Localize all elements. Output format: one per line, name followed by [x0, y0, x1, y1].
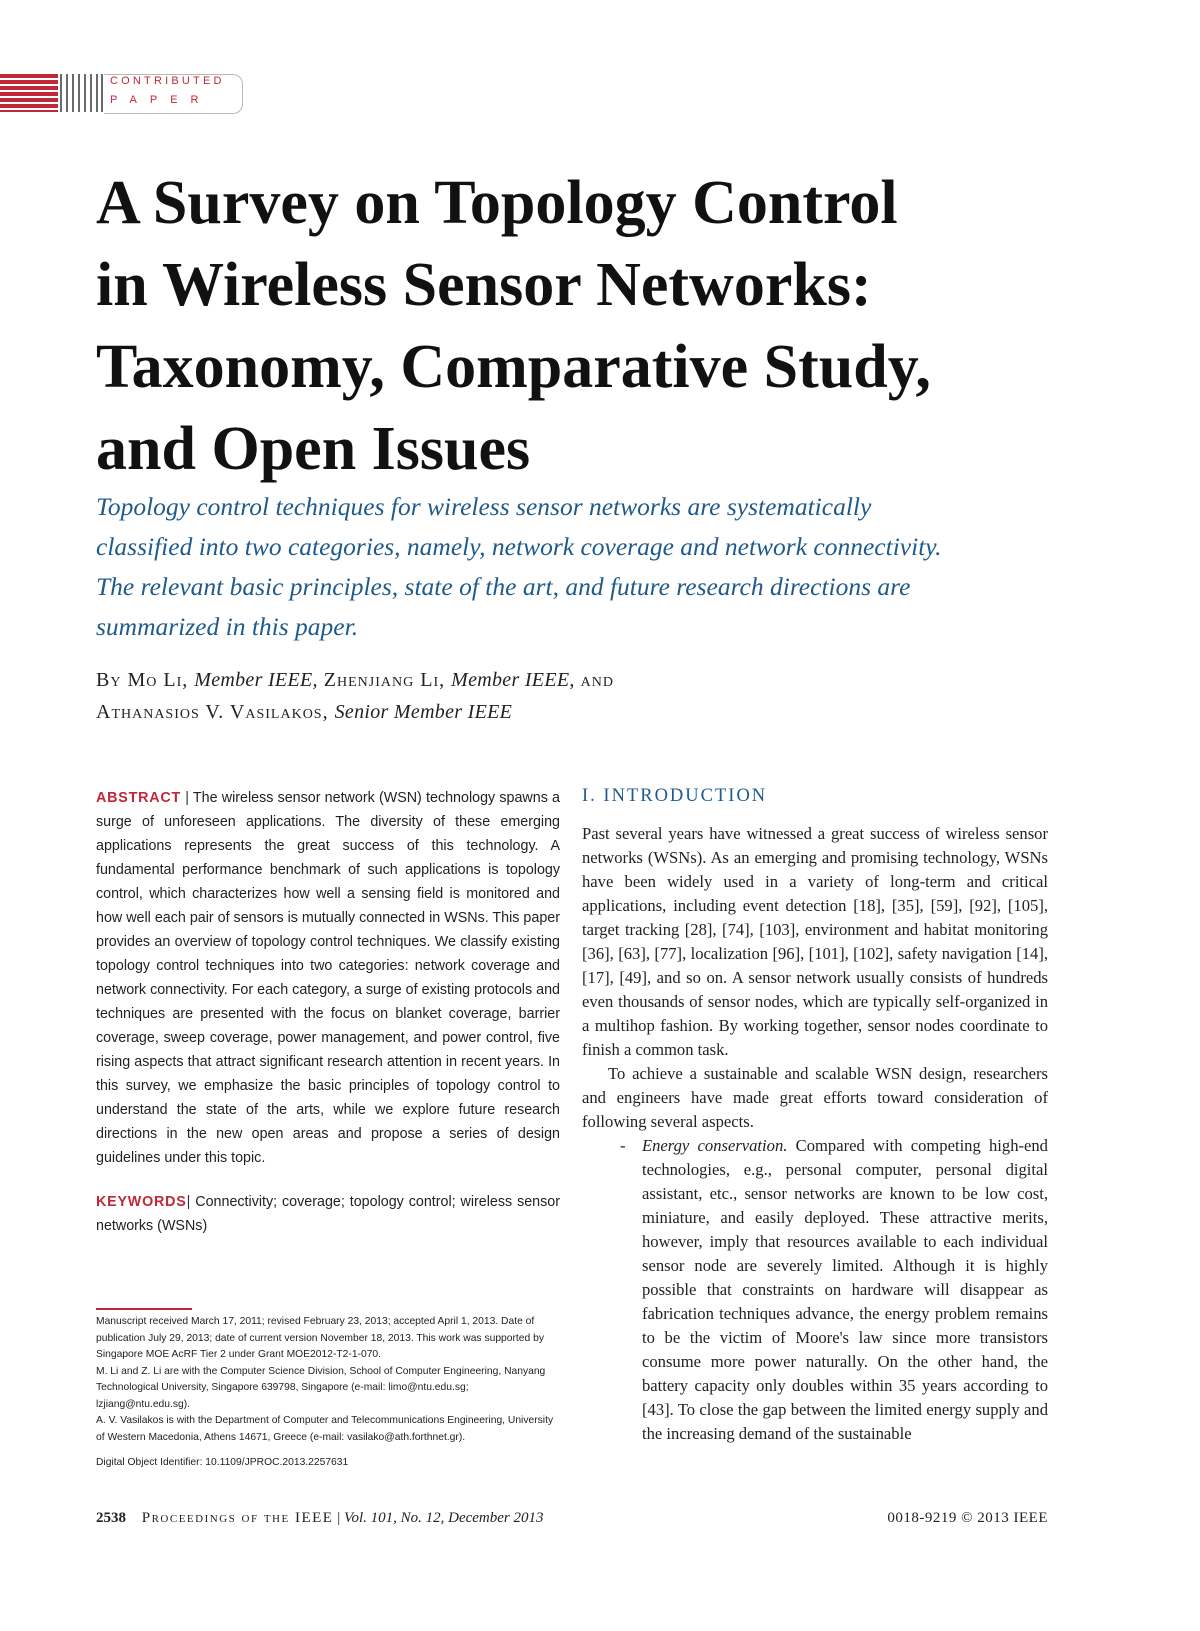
keywords-separator: |: [186, 1194, 191, 1210]
paper-title: [96, 162, 1136, 490]
abstract-label: ABSTRACT: [96, 790, 182, 806]
title-line: A Survey on Topology Control: [96, 169, 898, 237]
issue-info: Vol. 101, No. 12, December 2013: [343, 1510, 544, 1526]
badge-line2: PAPER: [110, 94, 212, 106]
keywords-text: Connectivity; coverage; topology control; wireless sensor networks (WSNs): [96, 1194, 560, 1234]
footnote-affiliation-2: A. V. Vasilakos is with the Department of Computer and Telecommunications Engineering, University of Western Macedonia, Athens 14671, Greece (e-mail: vasilako@ath.forthnet.gr).: [96, 1415, 554, 1443]
footnote-rule: [96, 1308, 192, 1310]
paper-subtitle: [96, 487, 1096, 647]
author-name: Zhenjiang Li,: [323, 669, 446, 691]
bullet-dash: -: [620, 1136, 626, 1155]
page-number: 2538: [96, 1510, 126, 1526]
title-line: and Open Issues: [96, 415, 531, 483]
subtitle-line: Topology control techniques for wireless sensor networks are systematically: [96, 492, 872, 521]
author-line-2: [96, 696, 1096, 728]
author-role: Member IEEE,: [194, 669, 318, 691]
section-heading-introduction: I. INTRODUCTION: [582, 786, 768, 806]
issn-copyright: 0018-9219 © 2013 IEEE: [887, 1510, 1048, 1526]
author-role: Senior Member IEEE: [334, 701, 513, 723]
stripes-decoration-icon: [0, 66, 104, 116]
bullet-lead: Energy conservation.: [642, 1136, 788, 1155]
footnote-doi: Digital Object Identifier: 10.1109/JPROC.2013.2257631: [96, 1457, 349, 1468]
intro-paragraph-1: Past several years have witnessed a great success of wireless sensor networks (WSNs). As an emerging and promising technology, WSNs have been widely used in a variety of long-term and critical applications, including event detection [18], [35], [59], [92], [105], target tracking [28], [74], [103], environment and habitat monitoring [36], [63], [77], localization [96], [101], [102], safety navigation [14], [17], [49], and so on. A sensor network usually consists of hundreds even thousands of sensor nodes, which are typically self-organized in a multihop fashion. By working together, sensor nodes coordinate to finish a common task.: [582, 824, 1048, 1059]
and-label: and: [580, 669, 615, 691]
footer-separator: |: [337, 1510, 341, 1526]
abstract: [96, 786, 560, 1170]
subtitle-line: summarized in this paper.: [96, 612, 359, 641]
badge-line1: CONTRIBUTED: [110, 75, 225, 87]
abstract-separator: |: [185, 790, 189, 806]
subtitle-line: classified into two categories, namely, network coverage and network connectivity.: [96, 532, 942, 561]
keywords: [96, 1190, 560, 1238]
footnote-manuscript: Manuscript received March 17, 2011; revised February 23, 2013; accepted April 1, 2013. Date of publication July 29, 2013; date of current version November 18, 2013. This work was supported by Singapore MOE AcRF Tier 2 under Grant MOE2012-T2-1-070.: [96, 1316, 544, 1360]
subtitle-line: The relevant basic principles, state of the art, and future research directions are: [96, 572, 911, 601]
author-name: Mo Li,: [127, 669, 189, 691]
footnotes: [96, 1314, 560, 1472]
page-footer: [96, 1510, 1048, 1534]
author-role: Member IEEE,: [451, 669, 575, 691]
journal-name: Proceedings of the IEEE: [141, 1510, 334, 1526]
keywords-label: KEYWORDS: [96, 1194, 187, 1210]
contributed-paper-badge: [0, 66, 250, 116]
title-line: in Wireless Sensor Networks:: [96, 251, 872, 319]
intro-paragraph-2: To achieve a sustainable and scalable WSN design, researchers and engineers have made great efforts toward consideration of following several aspects.: [582, 1064, 1048, 1131]
by-label: By: [96, 669, 122, 691]
abstract-text: The wireless sensor network (WSN) technology spawns a surge of unforeseen applications. The diversity of these emerging applications represents the great success of this technology. A fundamental performance benchmark of such applications is topology control, which characterizes how well a sensing field is monitored and how well each pair of sensors is mutually connected in WSNs. This paper provides an overview of topology control techniques. We classify existing topology control techniques into two categories: network coverage and network connectivity. For each category, a surge of existing protocols and techniques are presented with the focus on blanket coverage, barrier coverage, sweep coverage, power management, and power control, five rising aspects that attract significant research attention in recent years. In this survey, we emphasize the basic principles of topology control to understand the state of the arts, while we explore future research directions in the new open areas and propose a series of design guidelines under this topic.: [96, 790, 560, 1166]
author-line-1: [96, 664, 1096, 696]
bullet-text: Compared with competing high-end technologies, e.g., personal computer, personal digital assistant, etc., sensor networks are known to be low cost, miniature, and easily deployed. These attractive merits, however, imply that resources available to each individual sensor node are severely limited. Although it is highly possible that constraints on hardware will disappear as fabrication techniques advance, the energy problem remains to be the victim of Moore's law since more transistors consume more power naturally. On the other hand, the battery capacity only doubles within 35 years according to [43]. To close the gap between the limited energy supply and the increasing demand of the sustainable: [642, 1136, 1048, 1443]
author-name: Athanasios V. Vasilakos,: [96, 701, 329, 723]
footnote-affiliation-1: M. Li and Z. Li are with the Computer Science Division, School of Computer Engineering, Nanyang Technological University, Singapore 639798, Singapore (e-mail: limo@ntu.edu.sg; lzjiang@ntu.edu.sg).: [96, 1365, 546, 1410]
author-list: [96, 664, 1096, 728]
right-column: [582, 786, 1048, 1446]
bullet-energy-conservation: [582, 1134, 1048, 1446]
left-column: [96, 786, 560, 1238]
title-line: Taxonomy, Comparative Study,: [96, 333, 931, 401]
